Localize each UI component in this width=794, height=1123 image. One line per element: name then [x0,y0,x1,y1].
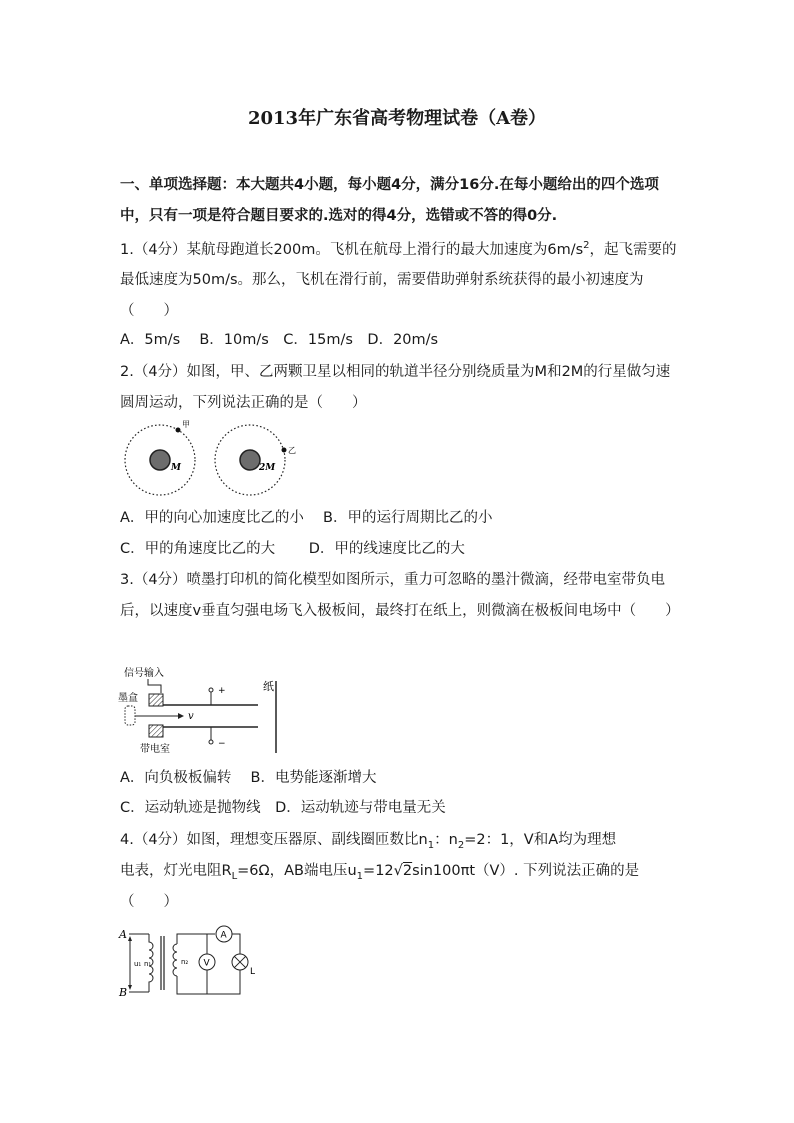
terminal-a-label: A [119,928,127,941]
q1-text-b: ，起飞需要的最低速度为50m/s。那么，飞机在滑行前，需要借助弹射系统获得的最小初速度为（ ） [120,241,677,319]
ammeter-label: A [220,930,227,941]
charging-chamber-label: 带电室 [140,744,170,755]
ink-box-label: 墨盒 [118,693,138,704]
inkjet-printer-figure [118,661,283,757]
velocity-label: v [188,711,194,722]
q1-text-a: 1.（4分）某航母跑道长200m。飞机在航母上滑行的最大加速度为6m/s [120,241,584,258]
terminal-b-label: B [119,986,128,999]
planet-2m [240,450,260,470]
sqrt-radicand: 2 [402,863,413,879]
satellite-jia-label: 甲 [182,420,190,429]
q1-exponent: 2 [583,240,590,251]
satellite-jia [176,428,181,433]
voltmeter-label: V [203,958,210,969]
planet-m-label: M [171,463,181,473]
question-2-options-ab: A．甲的向心加速度比乙的小 B．甲的运行周期比乙的小 [120,510,493,526]
question-2-options-cd: C．甲的角速度比乙的大 D．甲的线速度比乙的大 [120,541,465,557]
sqrt-sign: √ [393,863,403,879]
charging-chamber-bottom [149,725,163,737]
satellite-yi [282,448,287,453]
charging-chamber-top [149,694,163,706]
transformer-circuit-figure [116,924,266,1004]
n1-label: n₁ [144,960,152,968]
question-4-line-2: 电表，灯光电阻$R_L=6\Omega$，AB端电压$u_1=12√2\sin 100\pi t(V)$. 下列说法正确的是 [120,863,640,882]
lamp-label: L [250,967,256,977]
planet-m [150,450,170,470]
question-1-options: A．5m/s B．10m/s C．15m/s D．20m/s [120,332,439,348]
ink-box [125,706,135,725]
question-1-stem [120,231,680,326]
question-3-options-ab: A．向负极板偏转 B．电势能逐渐增大 [120,770,377,786]
exam-title: 2013年广东省高考物理试卷（A卷） [247,108,547,129]
secondary-coil [173,944,177,976]
signal-input-label: 信号输入 [124,668,164,679]
question-3-options-cd: C．运动轨迹是抛物线 D．运动轨迹与带电量无关 [120,800,446,816]
planet-2m-label: 2M [259,463,276,473]
u1-label: u₁ [134,960,142,968]
satellite-yi-label: 乙 [288,446,296,455]
question-4-line-3: （ ） [120,894,178,910]
section-heading: 一、单项选择题：本大题共4小题，每小题4分，满分16分.在每小题给出的四个选项中，只有一项是符合题目要求的.选对的得4分，选错或不答的得0分. [120,177,659,224]
paper-label: 纸 [263,680,274,693]
question-3-stem: 3.（4分）喷墨打印机的简化模型如图所示，重力可忽略的墨汁微滴，经带电室带负电后，以速度v垂直匀强电场飞入极板间，最终打在纸上，则微滴在极板间电场中（ ） [120,572,680,619]
negative-terminal: − [218,739,226,749]
question-4-line-1: 4.（4分）如图，理想变压器原、副线圈匝数比$n_1$：$n_2=2$：1，V和A均为理想 [120,832,617,851]
positive-terminal: + [218,686,226,696]
question-2-stem: 2.（4分）如图，甲、乙两颗卫星以相同的轨道半径分别绕质量为M和2M的行星做匀速圆周运动，下列说法正确的是（ ） [120,364,671,411]
n2-label: n₂ [181,958,189,966]
satellite-orbit-figure [118,418,308,502]
